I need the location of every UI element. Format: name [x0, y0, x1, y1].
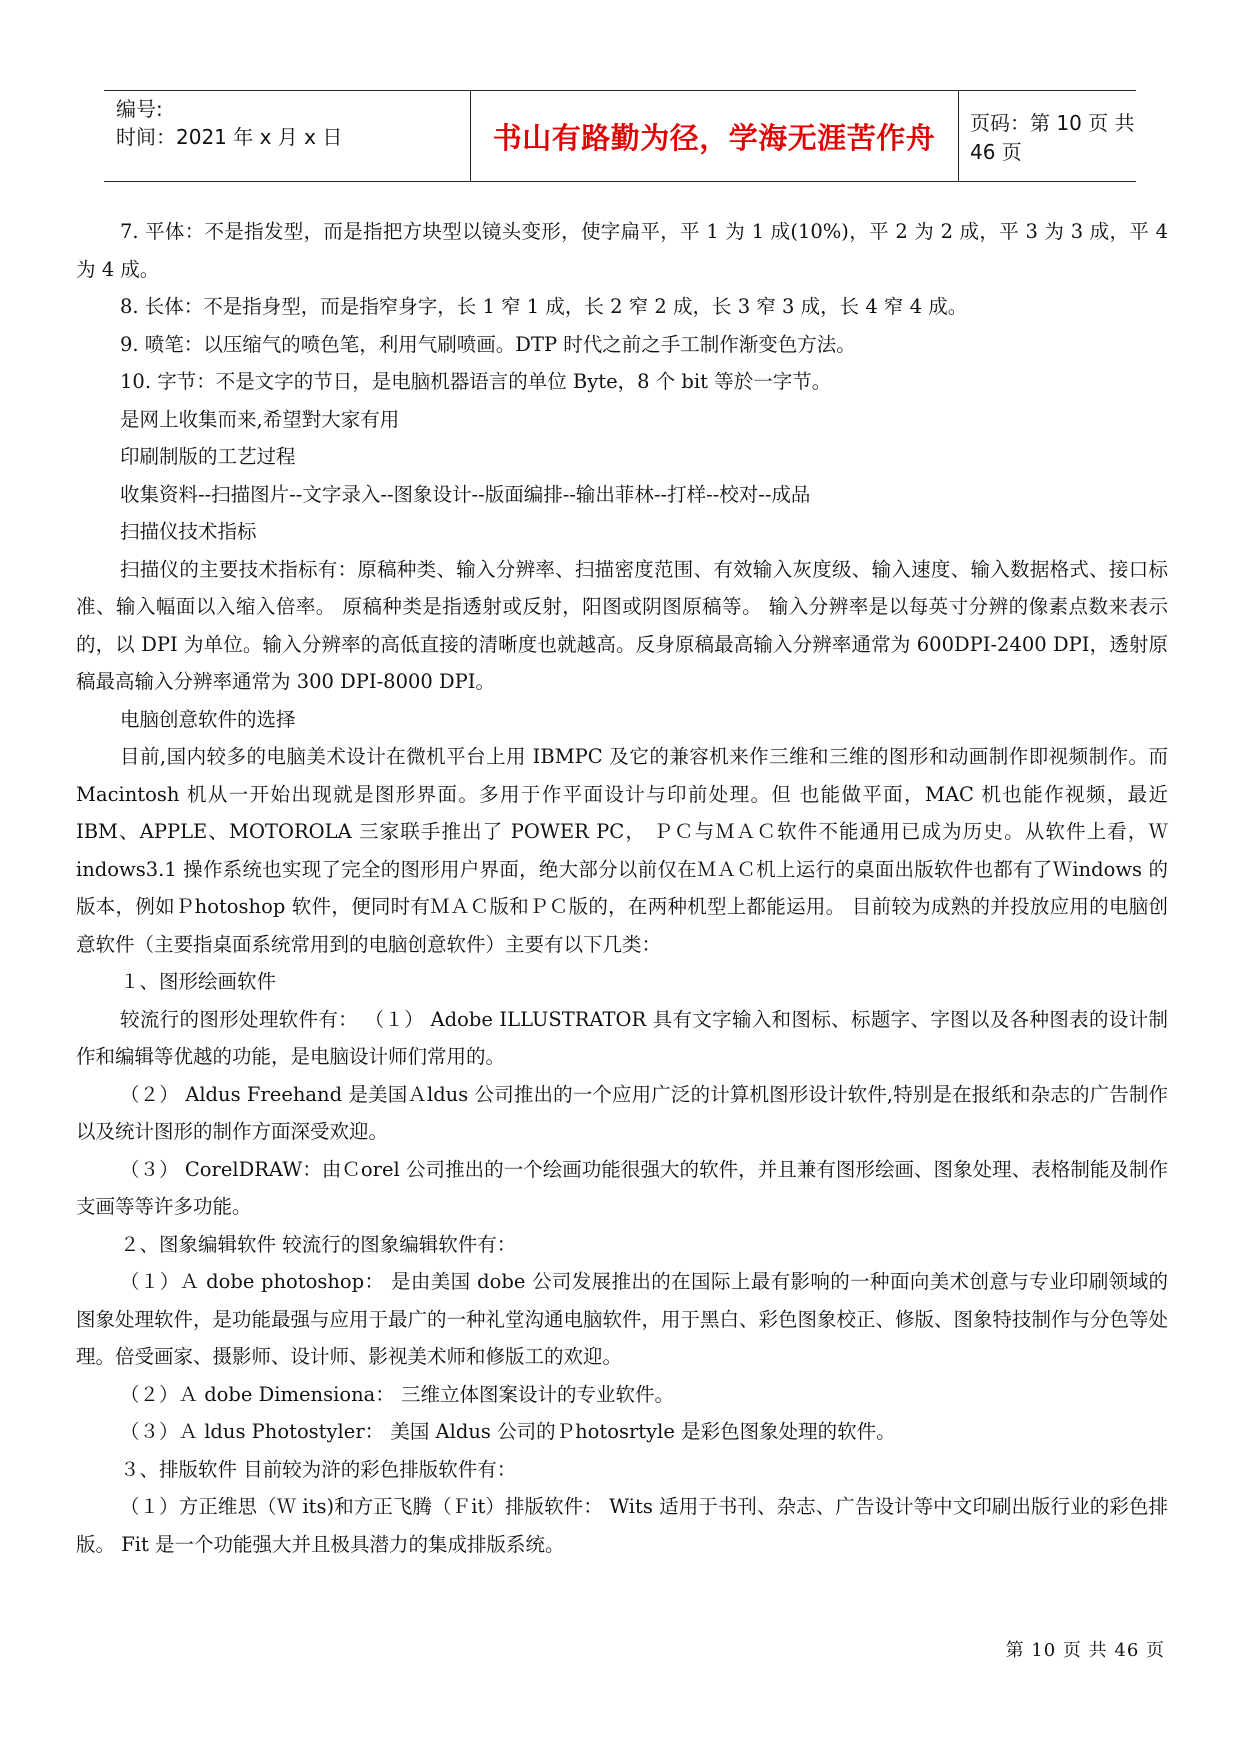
- section-heading: ３、排版软件 目前较为浒的彩色排版软件有：: [120, 1457, 517, 1481]
- paragraph: （２）Ａ dobe Dimensiona： 三维立体图案设计的专业软件。: [120, 1382, 674, 1406]
- document-time-label: 时间：2021 年 x 月 x 日: [116, 125, 343, 149]
- paragraph: 9. 喷笔：以压缩气的喷色笔，利用气刷喷画。DTP 时代之前之手工制作渐变色方法。: [120, 332, 856, 356]
- page-header: [104, 90, 1136, 182]
- header-meta: [116, 95, 342, 151]
- section-heading: ２、图象编辑软件 较流行的图象编辑软件有：: [120, 1232, 517, 1256]
- paragraph: 8. 长体：不是指身型，而是指窄身字，长 1 窄 1 成，长 2 窄 2 成，长 3 窄 3 成，长 4 窄 4 成。: [120, 295, 968, 318]
- paragraph: （１）方正维思（Ｗ its)和方正飞腾（Ｆit）排版软件： Wits 适用于书刊、杂志、广告设计等中文印刷出版行业的彩色排版。 Fit 是一个功能强大并且极具潜力的集成排版系统。: [76, 1495, 1168, 1556]
- section-heading: 电脑创意软件的选择: [120, 707, 296, 731]
- paragraph: 目前,国内较多的电脑美术设计在微机平台上用 IBMPC 及它的兼容机来作三维和三维的图形和动画制作即视频制作。而 Macintosh 机从一开始出现就是图形界面。多用于作平面设计与印前处理。但 也能做平面，MAC 机也能作视频，最近 IBM、APPLE、MOTOROLA 三家联手推出了 POWER PC， ＰＣ与ＭＡＣ软件不能通用已成为历史。从软件上看，Ｗindows3.1 操作系统也实现了完全的图形用户界面，绝大部分以前仅在ＭＡＣ机上运行的桌面出版软件也都有了Ｗindows 的版本，例如Ｐhotoshop 软件，便同时有ＭＡＣ版和ＰＣ版的，在两种机型上都能运用。 目前较为成熟的并投放应用的电脑创意软件（主要指桌面系统常用到的电脑创意软件）主要有以下几类：: [76, 745, 1168, 956]
- section-heading: 印刷制版的工艺过程: [120, 445, 296, 468]
- paragraph: （３）Ａ ldus Photostyler： 美国 Aldus 公司的Ｐhotosrtyle 是彩色图象处理的软件。: [120, 1420, 896, 1443]
- paragraph: 扫描仪的主要技术指标有：原稿种类、输入分辨率、扫描密度范围、有效输入灰度级、输入速度、输入数据格式、接口标准、输入幅面以入缩入倍率。 原稿种类是指透射或反射，阳图或阴图原稿等。 输入分辨率是以每英寸分辨的像素点数来表示的，以 DPI 为单位。输入分辨率的高低直接的清晰度也就越高。反身原稿最高输入分辨率通常为 600DPI-2400 DPI，透射原稿最高输入分辨率通常为 300 DPI-8000 DPI。: [76, 557, 1168, 693]
- document-body: [76, 213, 1168, 1563]
- section-heading: １、图形绘画软件: [120, 970, 277, 993]
- header-page-label: 页码：第 10 页 共 46 页: [970, 111, 1135, 164]
- paragraph: 收集资料--扫描图片--文字录入--图象设计--版面编排--输出菲林--打样--校对--成品: [120, 482, 811, 506]
- paragraph: 7. 平体：不是指发型，而是指把方块型以镜头变形，使字扁平，平 1 为 1 成(10%)，平 2 为 2 成，平 3 为 3 成，平 4 为 4 成。: [76, 220, 1168, 281]
- header-divider-right: [958, 91, 959, 181]
- page-footer: 第 10 页 共 46 页: [1005, 1640, 1165, 1661]
- paragraph: （３） CorelDRAW：由Ｃorel 公司推出的一个绘画功能很强大的软件，并且兼有图形绘画、图象处理、表格制能及制作支画等等许多功能。: [76, 1157, 1168, 1218]
- paragraph: （１）Ａ dobe photoshop： 是由美国 dobe 公司发展推出的在国际上最有影响的一种面向美术创意与专业印刷领域的图象处理软件，是功能最强与应用于最广的一种礼堂沟通电脑软件，用于黑白、彩色图象校正、修版、图象特技制作与分色等处理。倍受画家、摄影师、设计师、影视美术师和修版工的欢迎。: [76, 1270, 1169, 1368]
- document-number-label: 编号:: [116, 97, 163, 121]
- paragraph: 是网上收集而来,希望對大家有用: [120, 407, 400, 431]
- paragraph: 10. 字节：不是文字的节日，是电脑机器语言的单位 Byte，8 个 bit 等於一字节。: [120, 370, 832, 393]
- section-heading: 扫描仪技术指标: [120, 520, 257, 543]
- paragraph: 较流行的图形处理软件有： （１） Adobe ILLUSTRATOR 具有文字输入和图标、标题字、字图以及各种图表的设计制作和编辑等优越的功能，是电脑设计师们常用的。: [76, 1007, 1168, 1068]
- header-motto: 书山有路勤为径，学海无涯苦作舟: [492, 120, 936, 155]
- paragraph: （２） Aldus Freehand 是美国Ａldus 公司推出的一个应用广泛的计算机图形设计软件,特别是在报纸和杂志的广告制作以及统计图形的制作方面深受欢迎。: [76, 1082, 1168, 1143]
